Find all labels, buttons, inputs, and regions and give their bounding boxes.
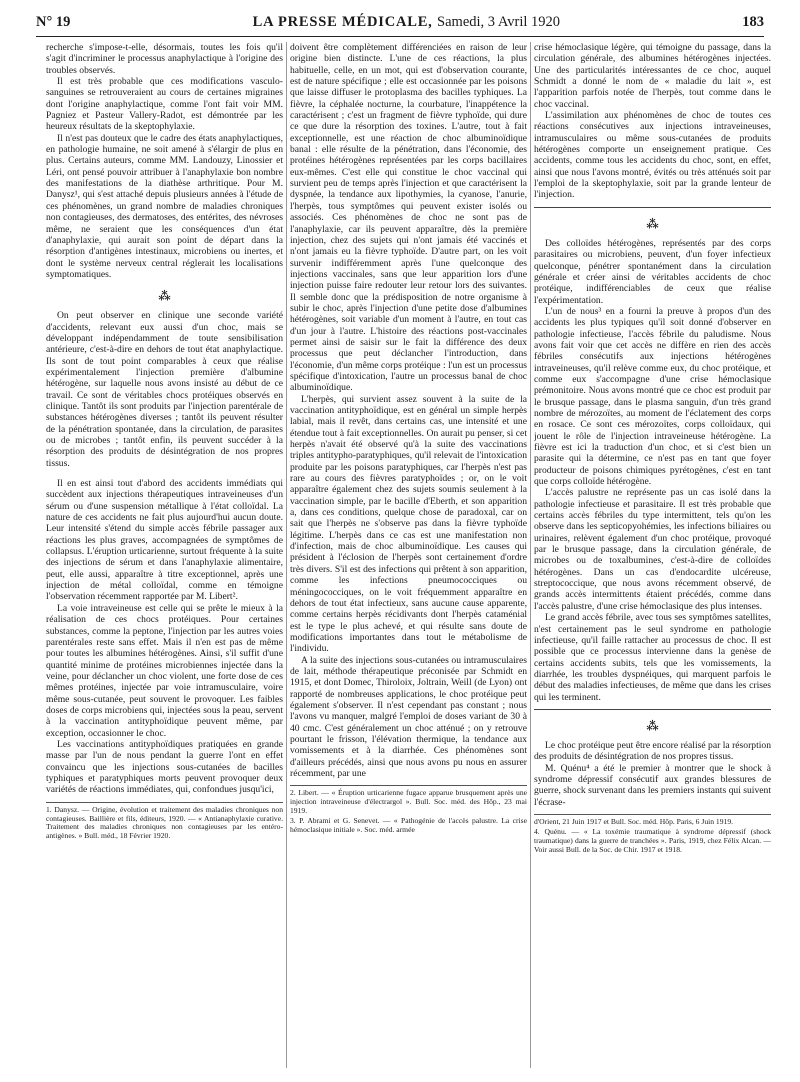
paragraph: L'assimilation aux phénomènes de choc de toutes ces réactions consécutives aux injections intraveineuses, intramusculaires ou même sous-cutanées de produits hétérogènes comporte un enseignement pratique. Ces accidents, comme tous les accidents du choc, sont, en effet, ainsi que nous l'avons montré, évités ou très atténués soit par l'emploi de la skeptophylaxie, soit par la grande lenteur de l'injection.	[534, 110, 771, 201]
footnote: 3. P. Abrami et G. Senevet. — « Pathogénie de l'accès palustre. La crise hémoclasique initiale ». Soc. méd. armée	[290, 816, 527, 834]
section-separator: ⁂	[158, 289, 171, 304]
page-header	[36, 14, 764, 37]
column-2	[290, 42, 527, 1068]
section-rule	[534, 207, 771, 208]
column-3	[534, 42, 771, 1068]
footnotes	[290, 785, 527, 835]
paragraph: On peut observer en clinique une seconde variété d'accidents, relevant eux aussi d'un choc, mais se développant indépendamment de toute sensibilisation antérieure, c'est-à-dire en dehors de tout état anaphylactique. Ils sont de tout point comparables à ceux que réalise expérimentalement l'injection première d'albumine hétérogène, sur laquelle nous avons insisté au début de ce travail. Ce sont de véritables chocs protéiques observés en clinique. Tantôt ils sont produits par l'injection parentérale de substances hétérogènes diverses ; tantôt ils peuvent résulter de la pénétration spontanée, dans la circulation, de parasites ou de microbes ; tantôt enfin, ils peuvent succéder à la résorption des produits de désintégration de nos propres tissus.	[46, 310, 283, 469]
footnote: d'Orient, 21 Juin 1917 et Bull. Soc. méd. Hôp. Paris, 6 Juin 1919.	[534, 816, 734, 826]
column-1	[46, 42, 283, 1068]
journal-name: LA PRESSE MÉDICALE,	[252, 14, 433, 30]
column-divider	[530, 42, 531, 1068]
paragraph: Le choc protéique peut être encore réalisé par la résorption des produits de désintégration de nos propres tissus.	[534, 739, 771, 763]
paragraph: doivent être complètement différenciées en raison de leur origine bien distincte. L'une de ces réactions, la plus habituelle, celle, en un mot, qui est d'observation courante, est de nature spécifique ; elle est occasionnée par les poisons que laisse diffuser le protoplasma des bacilles typhiques. La fièvre, la céphalée nocturne, la courbature, l'inappétence la caractérisent ; c'est un fragment de fièvre typhoïde, qui dure ce que dure la résorption des toxines. L'autre, tout à fait exceptionnelle, est une réaction de choc albuminoïdique banal : elle résulte de la pénétration, dans l'économie, des protéines hétérogènes représentées par les corps bacillaires eux-mêmes. C'est elle qui constitue le choc vaccinal qui survient peu de temps après l'injection et que caractérisent la dyspnée, la tendance aux lipothymies, la cyanose, l'anurie, l'herpès, tous symptômes qui peuvent exister isolés ou associés. Ces phénomènes de choc ne sont pas de l'anaphylaxie, car ils peuvent apparaître, dès la première injection, chez des sujets qui n'ont jamais été vaccinés et n'ont jamais eu la fièvre typhoïde. D'autre part, on les voit survenir indifféremment après l'une quelconque des injections vaccinales, sans que leur apparition lors d'une injection puisse faire redouter leur retour lors des suivantes. Il semble donc que la prédisposition de notre organisme à subir le choc, après l'injection d'une petite dose d'albumines hétérogènes, soit variable d'un moment à l'autre, en tout cas d'un jour à l'autre. L'histoire des réactions post-vaccinales permet ainsi de saisir sur le fait la différence des deux processus que peut déclancher l'introduction, dans l'économie, d'un même corps protéique : l'un est un processus spécifique d'intoxication, l'autre un processus banal de choc albuminoïdique.	[290, 42, 527, 394]
footnote: 2. Libert. — « Éruption urticarienne fugace apparue brusquement après une injection intraveineuse d'électrargol ». Bull. Soc. méd. des Hôp., 23 mai 1919.	[290, 788, 527, 816]
footnotes	[46, 802, 283, 842]
paragraph: La voie intraveineuse est celle qui se prête le mieux à la réalisation de ces chocs protéiques. Pour certaines substances, comme la peptone, l'injection par les autres voies parentérales reste sans effet. Mais il n'en est pas de même pour toutes les albumines hétérogènes. Ainsi, s'il suffit d'une quantité minime de protéines microbiennes injectée dans la veine, pour déclancher un choc violent, une forte dose de ces mêmes protéines, injectée par voie intramusculaire, voire même sous-cutanée, peut souvent le provoquer. Les faibles doses de corps microbiens qui, injectées sous la peau, servent à la vaccination antityphoïdique peuvent même, par exception, occasionner le choc.	[46, 602, 283, 739]
footnote: 1. Danysz. — Origine, évolution et traitement des maladies chroniques non contagieuses. Baillière et fils, éditeurs, 1920. — « Antianaphylaxie curative. Traitement des maladies chroniques non contagieuses par les entéro-antigènes. » Bull. méd., 18 Février 1920.	[46, 804, 283, 841]
paragraph: Des colloïdes hétérogènes, représentés par des corps parasitaires ou microbiens, peuvent, d'un foyer infectieux quelconque, pénétrer spontanément dans la circulation générale et créer ainsi de véritables accidents de choc protéique, indifférenciables de ceux que réalise l'expérimentation.	[534, 237, 771, 306]
section-separator: ⁂	[646, 718, 659, 733]
section-rule	[534, 709, 771, 710]
paragraph: crise hémoclasique légère, qui témoigne du passage, dans la circulation générale, des albumines hétérogènes injectées. Une des particularités intéressantes de ce choc, auquel Schmidt a donné le nom de « maladie du lait », est l'apparition parfois notée de l'herpès, tout comme dans le choc vaccinal.	[534, 42, 771, 110]
page-number: 183	[742, 14, 764, 30]
issue-number: N° 19	[36, 14, 71, 30]
paragraph: L'accès palustre ne représente pas un cas isolé dans la pathologie infectieuse et parasitaire. Il est très probable que certains accès fébriles du type intermittent, tels qu'on les observe dans les septicopyohémies, les infections biliaires ou urinaires, relèvent également d'un choc protéique, provoqué par le brusque passage, dans la circulation générale, de microbes ou de toxalbumines, c'est-à-dire de colloïdes hétérogènes. Dans un cas d'endocardite ulcéreuse, streptococcique, que nous avons récemment observé, de grands accès intermittents étaient précédés, comme dans l'accès palustre, d'une crise hémoclasique des plus intenses.	[534, 487, 771, 612]
paragraph: Les vaccinations antityphoïdiques pratiquées en grande masse par l'un de nous pendant la guerre l'ont en effet convaincu que les injections sous-cutanées de bacilles typhiques et paratyphiques morts peuvent provoquer deux variétés de réactions immédiates, qui, confondues jusqu'ici,	[46, 738, 283, 796]
paragraph: L'herpès, qui survient assez souvent à la suite de la vaccination antityphoïdique, est en général un simple herpès labial, mais il revêt, dans certains cas, une intensité et une étendue tout à fait exceptionnelles. On aurait pu penser, si cet herpès n'avait été observé qu'à la suite des vaccinations triples antitypho-paratyphiques, qu'il relevait de l'intoxication produite par les poisons paratyphiques, car l'herpès n'est pas rare au cours des fièvres paratyphoïdes ; or, on le voit apparaître également chez des sujets soumis seulement à la vaccination simple, par le bacille d'Eberth, et son apparition a, dans ces conditions, quelque chose de paradoxal, car on sait que l'herpès ne s'observe pas dans la fièvre typhoïde légitime. L'herpès dans ce cas est une manifestation non d'infection, mais de choc albuminoïdique. Les causes qui président à l'éclosion de l'herpès sont certainement d'ordre très divers. S'il est des infections qui prêtent à son apparition, comme les infections pneumococciques ou méningococciques, on le voit fréquemment apparaître en dehors de tout état infectieux, sans aucune cause apparente, comme certains herpès récidivants dont l'herpès cataménial est le type le plus achevé, et qui résulte sans doute de modifications importantes dans tout le métabolisme de l'individu.	[290, 393, 527, 655]
footnote: 4. Quénu. — « La toxémie traumatique à syndrome dépressif (shock traumatique) dans la guerre de tranchées ». Paris, 1919, chez Félix Alcan. — Voir aussi Bull. de la Soc. de Chir. 1917 et 1918.	[534, 826, 771, 854]
paragraph: M. Quénu⁴ a été le premier à montrer que le shock à syndrome dépressif consécutif aux grandes blessures de guerre, shock survenant dans les premiers instants qui suivent l'écrase-	[534, 762, 771, 808]
journal-title	[253, 14, 560, 31]
paragraph: Il en est ainsi tout d'abord des accidents immédiats qui succèdent aux injections thérapeutiques intraveineuses d'un sérum ou d'une suspension métallique à l'état colloïdal. La nature de ces accidents ne fait plus aujourd'hui aucun doute. Leur intensité s'étend du simple accès fébrile passager aux réactions les plus graves, accompagnées de symptômes de collapsus. L'éruption urticarienne, surtout fréquente à la suite des injections de sérum et dans l'anaphylaxie alimentaire, peut, elle aussi, apparaître à titre exceptionnel, après une injection de métal colloïdal, comme en témoigne l'observation récemment rapportée par M. Libert².	[46, 478, 283, 603]
paragraph: Le grand accès fébrile, avec tous ses symptômes satellites, n'est certainement pas le seul syndrome en pathologie infectieuse, qu'il faille rattacher au processus de choc. Il est possible que ce processus intervienne dans la genèse de certains accidents subits, tels que les vomissements, la diarrhée, les troubles dyspnéiques, qui marquent parfois le début des maladies infectieuses, de même que dans les crises qui les terminent.	[534, 612, 771, 703]
paragraph: recherche s'impose-t-elle, désormais, toutes les fois qu'il s'agit d'incriminer le processus anaphylactique à l'origine des troubles observés.	[46, 42, 283, 76]
section-separator: ⁂	[646, 216, 659, 231]
paragraph: A la suite des injections sous-cutanées ou intramusculaires de lait, méthode thérapeutique préconisée par Schmidt en 1915, et dont Domec, Thiroloix, Joltrain, Weill (de Lyon) ont rapporté de nombreuses applications, le choc protéique peut également s'observer. Il n'est cependant pas constant ; nous l'avons vu manquer, malgré l'emploi de doses variant de 30 à 40 cmc. C'est généralement un choc atténué ; on y retrouve pourtant le frisson, l'élévation thermique, la tendance aux vomissements et à la diarrhée. Ces phénomènes sont d'ailleurs précédés, ainsi que nous avons pu nous en assurer récemment, par une	[290, 654, 527, 779]
paragraph: Il n'est pas douteux que le cadre des états anaphylactiques, en pathologie humaine, ne soit amené à s'élargir de plus en plus. Certains auteurs, comme MM. Landouzy, Linossier et Léri, ont pensé pouvoir attribuer à l'anaphylaxie bon nombre des manifestations de la diathèse arthritique. Pour M. Danysz¹, qui s'est attaché depuis plusieurs années à l'étude de ces phénomènes, un grand nombre de maladies chroniques non contagieuses, des dermatoses, des entérites, des névroses même, ne seraient que les conséquences d'un état d'anaphylaxie, qui aurait son point de départ dans la résorption d'antigènes intestinaux, microbiens ou inertes, et dont le système nerveux central réglerait les localisations symptomatiques.	[46, 132, 283, 280]
column-divider	[286, 42, 287, 1068]
paragraph: L'un de nous³ en a fourni la preuve à propos d'un des accidents les plus typiques qu'il soit donné d'observer en pathologie infectieuse, l'accès fébrile du paludisme. Nous avons fait voir que cet accès ne diffère en rien des accès fébriles consécutifs aux injections hétérogènes intraveineuses, qu'il relève comme eux, du choc protéique, et comme eux s'accompagne d'une crise hémoclasique prémonitoire. Nous avons montré que ce choc est produit par le brusque passage, dans le plasma sanguin, d'un très grand nombre de mérozoïtes, au moment de l'éclatement des corps en rosace. Ce sont ces mérozoïtes, corps colloïdaux, qui jouent le rôle de l'injection intraveineuse hétérogène. La fièvre est ici la traduction d'un choc, et si c'est bien un parasite qui la détermine, ce n'est pas en tant que foyer producteur de poisons chimiques pyrétogènes, c'est en tant que corps colloïde hétérogène.	[534, 305, 771, 488]
footnotes	[534, 814, 771, 855]
issue-date: Samedi, 3 Avril 1920	[437, 14, 561, 30]
paragraph: Il est très probable que ces modifications vasculo-sanguines se retrouveraient au cours de certaines migraines dont l'origine anaphylactique, comme l'ont fait voir MM. Pagniez et Pasteur Vallery-Radot, est démontrée par les heureux résultats de la skeptophylaxie.	[46, 76, 283, 133]
